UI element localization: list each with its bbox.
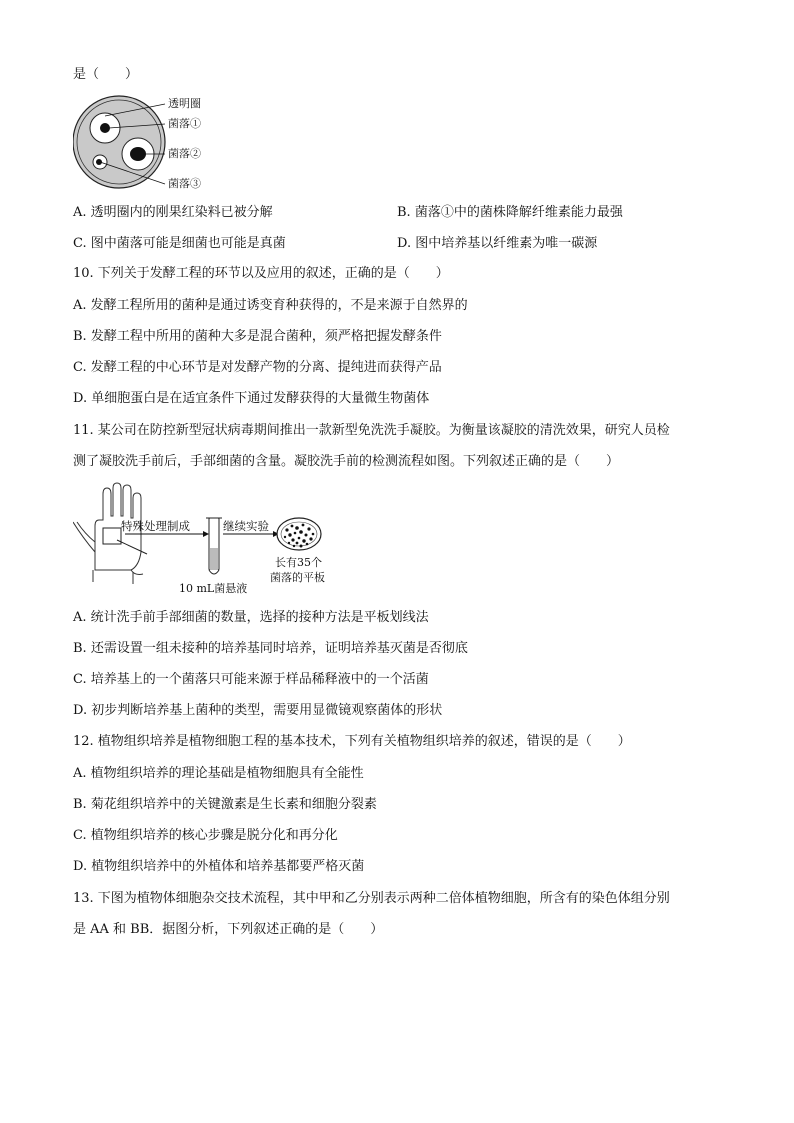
- q10-option-c: C. 发酵工程的中心环节是对发酵产物的分离、提纯进而获得产品: [73, 360, 442, 375]
- q12-option-b: B. 菊花组织培养中的关键激素是生长素和细胞分裂素: [73, 797, 377, 812]
- q12-stem: 12. 植物组织培养是植物细胞工程的基本技术，下列有关植物组织培养的叙述，错误的是（ ）: [73, 734, 631, 749]
- plate-label-line2: 菌落的平板: [270, 571, 325, 584]
- q11-option-b: B. 还需设置一组未接种的培养基同时培养，证明培养基灭菌是否彻底: [73, 641, 468, 656]
- q12-option-c: C. 植物组织培养的核心步骤是脱分化和再分化: [73, 828, 338, 843]
- q13-stem-line2: 是 AA 和 BB．据图分析，下列叙述正确的是（ ）: [73, 922, 384, 937]
- q13-stem-line1: 13. 下图为植物体细胞杂交技术流程，其中甲和乙分别表示两种二倍体植物细胞，所含有的染色体组分别: [73, 891, 670, 906]
- q12-option-a: A. 植物组织培养的理论基础是植物细胞具有全能性: [73, 766, 364, 781]
- q11-option-d: D. 初步判断培养基上菌种的类型，需要用显微镜观察菌体的形状: [73, 703, 443, 718]
- label-colony-3: 菌落③: [168, 177, 201, 190]
- q11-experiment-figure: [73, 482, 343, 594]
- plate-label-line1: 长有35个: [275, 556, 322, 569]
- label-transparent-zone: 透明圈: [168, 97, 201, 110]
- test-tube-icon: [206, 518, 222, 574]
- q11-option-c: C. 培养基上的一个菌落只可能来源于样品稀释液中的一个活菌: [73, 672, 429, 687]
- q9-stem-tail: 是（ ）: [73, 67, 139, 82]
- q9-option-b: B. 菌落①中的菌株降解纤维素能力最强: [397, 205, 623, 220]
- q9-option-a: A. 透明圈内的刚果红染料已被分解: [73, 205, 273, 220]
- q11-stem-line2: 测了凝胶洗手前后，手部细菌的含量。凝胶洗手前的检测流程如图。下列叙述正确的是（ ）: [73, 454, 620, 469]
- tube-label: 10 mL菌悬液: [179, 582, 248, 595]
- q9-option-c: C. 图中菌落可能是细菌也可能是真菌: [73, 236, 286, 251]
- flow-step-1-label: 特殊处理制成: [121, 519, 190, 533]
- q10-option-b: B. 发酵工程中所用的菌种大多是混合菌种，须严格把握发酵条件: [73, 329, 442, 344]
- label-colony-1: 菌落①: [168, 117, 201, 130]
- q11-option-a: A. 统计洗手前手部细菌的数量，选择的接种方法是平板划线法: [73, 610, 429, 625]
- flow-step-2-label: 继续实验: [223, 519, 269, 533]
- q9-petri-dish-figure: [73, 92, 243, 194]
- q12-option-d: D. 植物组织培养中的外植体和培养基都要严格灭菌: [73, 859, 365, 874]
- q10-option-d: D. 单细胞蛋白是在适宜条件下通过发酵获得的大量微生物菌体: [73, 391, 430, 406]
- petri-dish-diagram: [73, 92, 243, 194]
- q11-stem-line1: 11. 某公司在防控新型冠状病毒期间推出一款新型免洗洗手凝胶。为衡量该凝胶的清洗效果，研究人员检: [73, 423, 670, 438]
- q10-option-a: A. 发酵工程所用的菌种是通过诱变育种获得的，不是来源于自然界的: [73, 298, 468, 313]
- label-colony-2: 菌落②: [168, 147, 201, 160]
- q9-option-d: D. 图中培养基以纤维素为唯一碳源: [397, 236, 598, 251]
- colony-plate-icon: [277, 518, 321, 550]
- q10-stem: 10. 下列关于发酵工程的环节以及应用的叙述，正确的是（ ）: [73, 266, 449, 281]
